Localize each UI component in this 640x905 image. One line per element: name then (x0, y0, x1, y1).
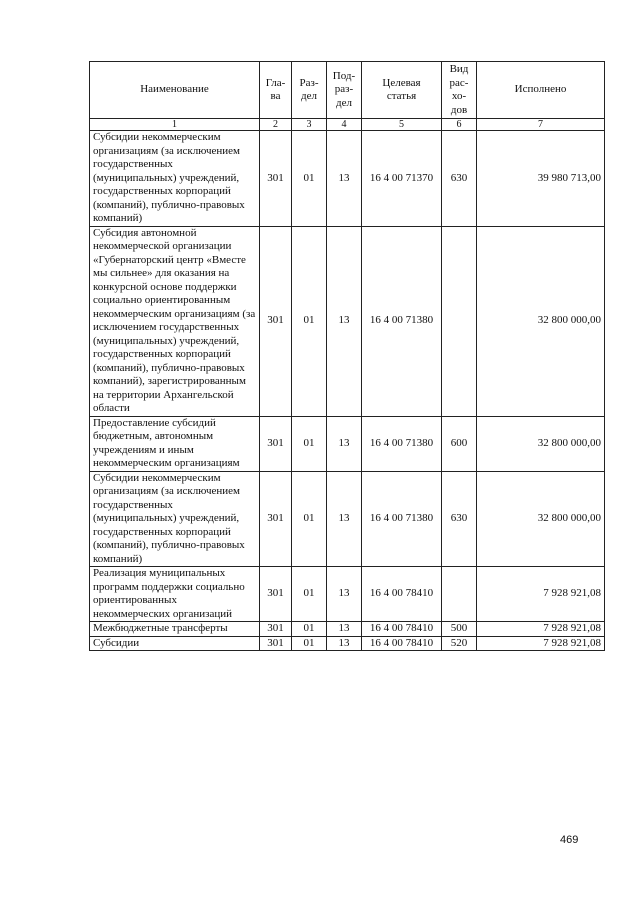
row-subsection: 13 (327, 636, 362, 651)
table-row (90, 636, 605, 651)
column-number: 5 (362, 119, 442, 131)
row-chapter: 301 (260, 636, 292, 651)
row-target: 16 4 00 71380 (362, 416, 442, 471)
row-expense-type: 630 (442, 471, 477, 567)
row-subsection: 13 (327, 622, 362, 637)
table-row (90, 471, 605, 567)
row-name: Межбюджетные трансферты (90, 622, 260, 637)
table-row (90, 131, 605, 227)
column-number: 6 (442, 119, 477, 131)
row-section: 01 (292, 622, 327, 637)
row-amount: 7 928 921,08 (477, 622, 605, 637)
table-header-row (90, 62, 605, 119)
row-amount: 39 980 713,00 (477, 131, 605, 227)
row-section: 01 (292, 226, 327, 416)
row-subsection: 13 (327, 131, 362, 227)
row-chapter: 301 (260, 131, 292, 227)
header-subsection: Под- раз- дел (327, 62, 362, 119)
table-row (90, 416, 605, 471)
row-section: 01 (292, 471, 327, 567)
header-name: Наименование (90, 62, 260, 119)
header-expense-type: Вид рас- хо- дов (442, 62, 477, 119)
column-number: 1 (90, 119, 260, 131)
row-name: Субсидия автономной некоммерческой организации «Губернаторский центр «Вместе мы сильнее» для оказания на конкурсной основе поддержки социально ориентированным некоммерческим организациям (за исключением государственных (муниципальных) учреждений, государственных корпораций (компаний), публично-правовых компаний), зарегистрированным на территории Архангельской области (90, 226, 260, 416)
table-row (90, 567, 605, 622)
row-expense-type (442, 567, 477, 622)
header-chapter: Гла- ва (260, 62, 292, 119)
column-number: 2 (260, 119, 292, 131)
row-subsection: 13 (327, 416, 362, 471)
row-expense-type: 630 (442, 131, 477, 227)
row-target: 16 4 00 71380 (362, 226, 442, 416)
column-number: 3 (292, 119, 327, 131)
row-amount: 7 928 921,08 (477, 567, 605, 622)
row-name: Предоставление субсидий бюджетным, автономным учреждениям и иным некоммерческим организациям (90, 416, 260, 471)
row-target: 16 4 00 78410 (362, 567, 442, 622)
row-name: Субсидии некоммерческим организациям (за исключением государственных (муниципальных) учреждений, государственных корпораций (компаний), публично-правовых компаний) (90, 471, 260, 567)
row-expense-type (442, 226, 477, 416)
row-chapter: 301 (260, 622, 292, 637)
row-section: 01 (292, 636, 327, 651)
row-name: Субсидии некоммерческим организациям (за исключением государственных (муниципальных) учреждений, государственных корпораций (компаний), публично-правовых компаний) (90, 131, 260, 227)
row-amount: 32 800 000,00 (477, 416, 605, 471)
row-section: 01 (292, 567, 327, 622)
column-number: 4 (327, 119, 362, 131)
header-section: Раз- дел (292, 62, 327, 119)
row-amount: 32 800 000,00 (477, 226, 605, 416)
row-name: Реализация муниципальных программ поддержки социально ориентированных некоммерческих организаций (90, 567, 260, 622)
row-target: 16 4 00 78410 (362, 622, 442, 637)
row-name: Субсидии (90, 636, 260, 651)
row-section: 01 (292, 416, 327, 471)
row-chapter: 301 (260, 567, 292, 622)
row-expense-type: 600 (442, 416, 477, 471)
table-row (90, 622, 605, 637)
row-chapter: 301 (260, 416, 292, 471)
row-subsection: 13 (327, 226, 362, 416)
row-subsection: 13 (327, 471, 362, 567)
row-target: 16 4 00 71370 (362, 131, 442, 227)
row-expense-type: 500 (442, 622, 477, 637)
row-chapter: 301 (260, 226, 292, 416)
row-amount: 7 928 921,08 (477, 636, 605, 651)
row-section: 01 (292, 131, 327, 227)
column-number-row (90, 119, 605, 131)
row-target: 16 4 00 78410 (362, 636, 442, 651)
budget-table (89, 61, 605, 651)
table-row (90, 226, 605, 416)
row-target: 16 4 00 71380 (362, 471, 442, 567)
page-number: 469 (560, 834, 579, 846)
row-subsection: 13 (327, 567, 362, 622)
row-chapter: 301 (260, 471, 292, 567)
header-executed: Исполнено (477, 62, 605, 119)
column-number: 7 (477, 119, 605, 131)
row-expense-type: 520 (442, 636, 477, 651)
row-amount: 32 800 000,00 (477, 471, 605, 567)
header-target: Целевая статья (362, 62, 442, 119)
